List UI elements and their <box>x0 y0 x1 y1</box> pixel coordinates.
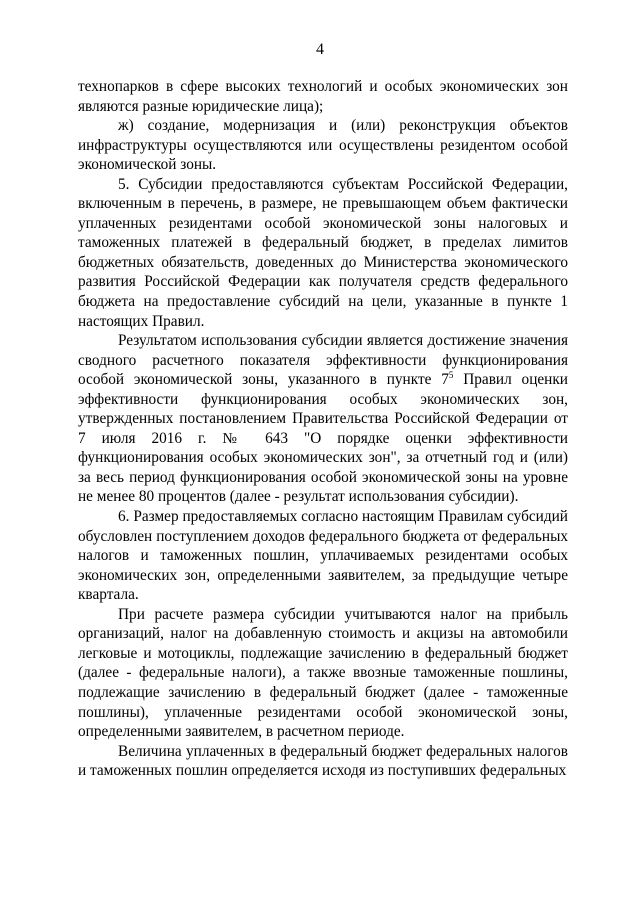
paragraph-clause-6: 6. Размер предоставляемых согласно настоящим Правилам субсидий обусловлен поступлением доходов федерального бюджета от федеральных налогов и таможенных пошлин, уплачиваемых резидентами особых экономических зон, определенными заявителем, за предыдущие четыре квартала. <box>78 508 568 604</box>
paragraph-subsidy-calculation: При расчете размера субсидии учитываются налог на прибыль организаций, налог на добавленную стоимость и акцизы на автомобили легковые и мотоциклы, подлежащие зачислению в федеральный бюджет (далее - федеральные налоги), а также ввозные таможенные пошлины, подлежащие зачислению в федеральный бюджет (далее - таможенные пошлины), уплаченные резидентами особой экономической зоны, определенными заявителем, в расчетном периоде. <box>78 605 568 741</box>
paragraph-item-zh: ж) создание, модернизация и (или) реконструкция объектов инфраструктуры осуществляются или осуществлены резидентом особой экономической зоны. <box>78 117 568 174</box>
paragraph-subsidy-result <box>78 331 568 507</box>
paragraph-amount-determination: Величина уплаченных в федеральный бюджет федеральных налогов и таможенных пошлин определяется исходя из поступивших федеральных <box>78 742 568 780</box>
page-number: 4 <box>316 41 324 58</box>
superscript-5: 5 <box>448 370 454 381</box>
document-body <box>78 77 568 781</box>
paragraph-clause-5: 5. Субсидии предоставляются субъектам Российской Федерации, включенным в перечень, в размере, не превышающем объем фактически уплаченных резидентами особой экономической зоны налоговых и таможенных платежей в федеральный бюджет, в пределах лимитов бюджетных обязательств, доведенных до Министерства экономического развития Российской Федерации как получателя средств федерального бюджета на предоставление субсидий на цели, указанные в пункте 1 настоящих Правил. <box>78 175 568 330</box>
paragraph-subsidy-result-part2: Правил оценки эффективности функционирования особых экономических зон, утвержденных постановлением Правительства Российской Федерации от 7 июля 2016 г. № 643 "О порядке оценки эффективности функционирования особых экономических зон", за отчетный год и (или) за весь период функционирования особой экономической зоны на уровне не менее 80 процентов (далее - результат использования субсидии). <box>78 371 568 506</box>
paragraph-continuation: технопарков в сфере высоких технологий и особых экономических зон являются разные юридические лица); <box>78 78 568 115</box>
paragraph-subsidy-result-part1: Результатом использования субсидии является достижение значения сводного расчетного показателя эффективности функционирования особой экономической зоны, указанного в пункте 7 <box>78 332 568 389</box>
